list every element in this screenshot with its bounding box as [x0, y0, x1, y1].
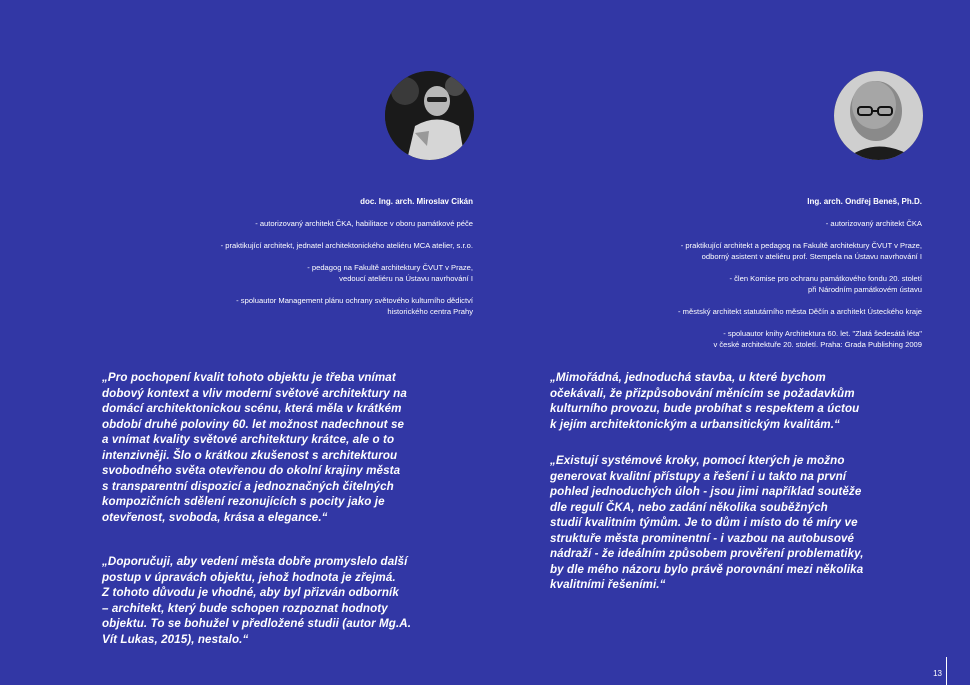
bio-line: odborný asistent v ateliéru prof. Stempela na Ústavu navrhování I: [701, 252, 922, 261]
quote-line: generovat kvalitní přístupy a řešení i u takto na první: [550, 469, 847, 483]
quote-line: otevřenost, svoboda, krása a elegance.“: [102, 510, 328, 524]
quote-line: svobodného světa otevřenou do okolní krajiny města: [102, 464, 401, 477]
bio-line: v české architektuře 20. století. Praha: Grada Publishing 2009: [713, 340, 922, 349]
bio-miroslav-cikan: [153, 196, 473, 328]
quote-line: „Mimořádná, jednoduchá stavba, u které bychom: [550, 371, 826, 384]
quote-line: struktuře města prominentní - i vazbou na autobusové: [550, 531, 855, 545]
bio-line: - praktikující architekt a pedagog na Fakultě architektury ČVUT v Praze,: [680, 241, 922, 250]
quote-line: nádraží - že ideálním způsobem prověření problematiky,: [550, 547, 864, 560]
bio-item: [153, 240, 473, 251]
portrait-ondrej-benes: [834, 71, 923, 160]
quote-line: očekávali, že přizpůsobování měnícím se požadavkům: [550, 386, 855, 400]
bio-item: [153, 218, 473, 229]
bio-line: - spoluautor knihy Architektura 60. let. "Zlatá šedesátá léta": [723, 329, 922, 338]
bio-item: [582, 328, 922, 350]
quote-line: k jejím architektonickým a urbansitickým kvalitám.“: [550, 417, 840, 431]
bio-item: [582, 273, 922, 295]
quote-line: dobový kontext a vliv moderní světové architektury na: [102, 386, 407, 400]
quote-line: „Pro pochopení kvalit tohoto objektu je třeba vnímat: [102, 371, 396, 384]
quote-left-1: [102, 370, 407, 525]
bio-line: - městský architekt statutárního města Děčín a architekt Ústeckého kraje: [678, 307, 922, 316]
bio-line: - autorizovaný architekt ČKA, habilitace v oboru památkové péče: [255, 219, 473, 228]
quote-line: kvalitními řešeními.“: [550, 578, 666, 591]
bio-line: - praktikující architekt, jednatel architektonického ateliéru MCA atelier, s.r.o.: [220, 241, 473, 250]
quote-line: s transparentní dispozicí a jednoznačných čitelných: [102, 479, 394, 493]
bio-item: [582, 306, 922, 317]
quote-line: Z tohoto důvodu je vhodné, aby byl přizván odborník: [102, 586, 399, 599]
quote-line: „Doporučuji, aby vedení města dobře promyslelo další: [102, 555, 408, 568]
quote-line: domácí architektonickou scénu, která měla v krátkém: [102, 402, 402, 415]
quote-line: „Existují systémové kroky, pomocí kterých je možno: [550, 454, 845, 467]
person-name: Ing. arch. Ondřej Beneš, Ph.D.: [807, 197, 922, 206]
quote-line: by dle mého názoru bylo právě porovnání mezi několika: [550, 562, 864, 576]
quote-line: dle regulí ČKA, nebo zadání několika souběžných: [550, 500, 828, 514]
bio-line: - spoluautor Management plánu ochrany světového kulturního dědictví: [236, 296, 473, 305]
bio-item: [582, 218, 922, 229]
page-number: 13: [933, 669, 942, 678]
quote-line: kulturního provozu, bude probíhat s respektem a úctou: [550, 402, 860, 415]
quote-line: objektu. To se bohužel v předložené studii (autor Mg.A.: [102, 617, 412, 630]
quote-right-1: [550, 370, 859, 432]
bio-line: při Národním památkovém ústavu: [808, 285, 922, 294]
quote-line: – architekt, který bude schopen rozpoznat hodnoty: [102, 601, 388, 615]
bio-item: [582, 240, 922, 262]
bio-item: [153, 262, 473, 284]
page-divider: [946, 657, 947, 685]
quote-line: intenzivněji. Šlo o krátkou zkušenost s architekturou: [102, 448, 398, 462]
quote-right-2: [550, 453, 864, 593]
bio-line: historického centra Prahy: [387, 307, 473, 316]
bio-line: - pedagog na Fakultě architektury ČVUT v Praze,: [307, 263, 473, 272]
quote-line: období druhé poloviny 60. let možnost nadechnout se: [102, 417, 405, 431]
quote-line: kompozičních sdělení rezonujících s pocity jako je: [102, 495, 385, 508]
quote-line: studií kvalitním týmům. Je to dům i místo do té míry ve: [550, 516, 858, 529]
bio-line: vedoucí ateliéru na Ústavu navrhování I: [339, 274, 473, 283]
quote-left-2: [102, 554, 411, 647]
quote-line: pohled jednoduchých úloh - jsou jimi například soutěže: [550, 485, 862, 498]
bio-ondrej-benes: [582, 196, 922, 361]
bio-line: - autorizovaný architekt ČKA: [825, 219, 922, 228]
portrait-miroslav-cikan: [385, 71, 474, 160]
quote-line: Vít Lukas, 2015), nestalo.“: [102, 632, 249, 646]
quote-line: a vnímat kvality světové architektury krátce, ale o to: [102, 433, 395, 446]
bio-line: - člen Komise pro ochranu památkového fondu 20. století: [729, 274, 922, 283]
bio-item: [153, 295, 473, 317]
person-name: doc. Ing. arch. Miroslav Cikán: [360, 197, 473, 206]
quote-line: postup v úpravách objektu, jehož hodnota je zřejmá.: [102, 570, 396, 584]
